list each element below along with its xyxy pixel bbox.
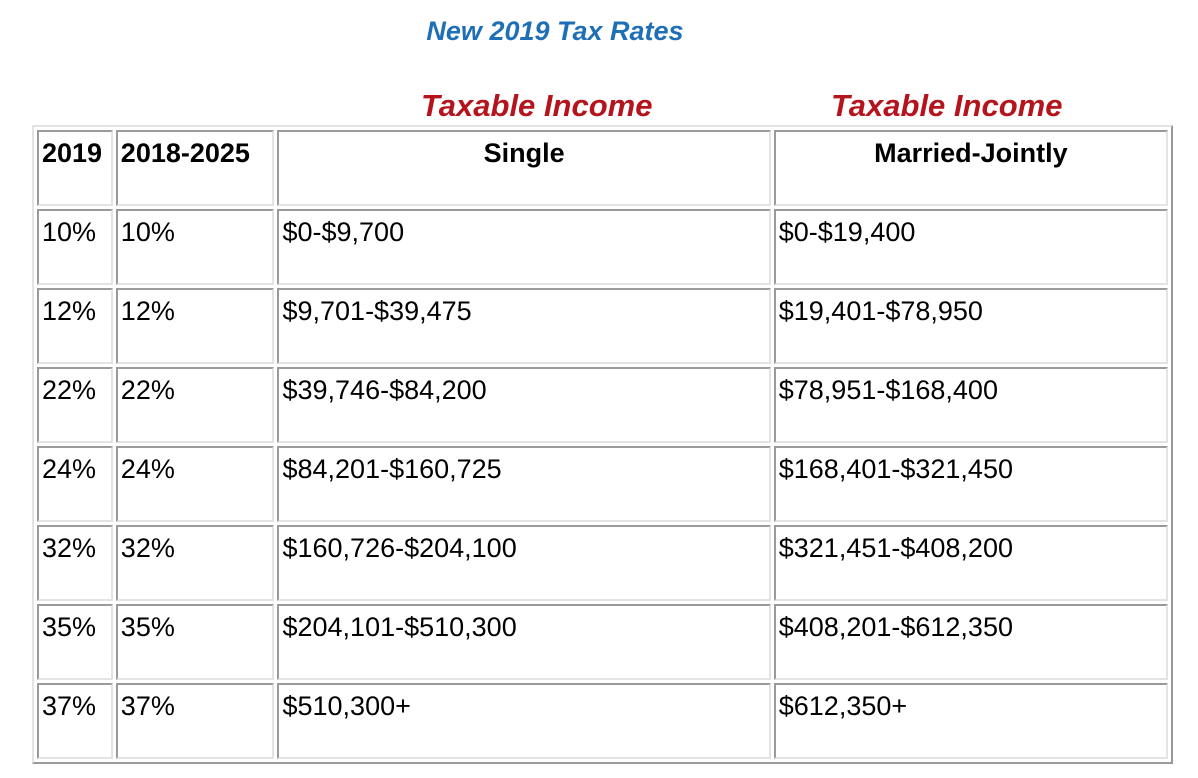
married-income-cell: $612,350+ <box>774 683 1168 759</box>
table-row <box>37 288 1168 364</box>
table-row <box>37 683 1168 759</box>
taxable-income-label-single: Taxable Income <box>421 88 653 123</box>
married-income-cell: $19,401-$78,950 <box>774 288 1168 364</box>
rate-2018-2025-cell: 35% <box>116 604 275 680</box>
rate-2018-2025-cell: 32% <box>116 525 275 601</box>
rate-2019-cell: 22% <box>37 367 113 443</box>
rate-2019-cell: 37% <box>37 683 113 759</box>
rate-2018-2025-cell: 22% <box>116 367 275 443</box>
rate-2019-cell: 10% <box>37 209 113 285</box>
table-header-row <box>37 130 1168 206</box>
single-income-cell: $84,201-$160,725 <box>277 446 770 522</box>
table-row <box>37 446 1168 522</box>
header-single: Single <box>277 130 770 206</box>
table-row <box>37 209 1168 285</box>
page-title: New 2019 Tax Rates <box>426 16 684 46</box>
rate-2018-2025-cell: 10% <box>116 209 275 285</box>
table-row <box>37 525 1168 601</box>
table-row <box>37 367 1168 443</box>
single-income-cell: $510,300+ <box>277 683 770 759</box>
rate-2019-cell: 35% <box>37 604 113 680</box>
married-income-cell: $0-$19,400 <box>774 209 1168 285</box>
single-income-cell: $0-$9,700 <box>277 209 770 285</box>
rate-2019-cell: 32% <box>37 525 113 601</box>
married-income-cell: $321,451-$408,200 <box>774 525 1168 601</box>
rate-2018-2025-cell: 24% <box>116 446 275 522</box>
table-row <box>37 604 1168 680</box>
rate-2019-cell: 24% <box>37 446 113 522</box>
rate-2018-2025-cell: 12% <box>116 288 275 364</box>
header-2018-2025: 2018-2025 <box>116 130 275 206</box>
married-income-cell: $168,401-$321,450 <box>774 446 1168 522</box>
rate-2019-cell: 12% <box>37 288 113 364</box>
married-income-cell: $78,951-$168,400 <box>774 367 1168 443</box>
single-income-cell: $9,701-$39,475 <box>277 288 770 364</box>
tax-rates-table <box>32 125 1173 764</box>
single-income-cell: $160,726-$204,100 <box>277 525 770 601</box>
single-income-cell: $204,101-$510,300 <box>277 604 770 680</box>
single-income-cell: $39,746-$84,200 <box>277 367 770 443</box>
header-2019: 2019 <box>37 130 113 206</box>
taxable-income-label-married: Taxable Income <box>831 88 1063 123</box>
married-income-cell: $408,201-$612,350 <box>774 604 1168 680</box>
header-married-jointly: Married-Jointly <box>774 130 1168 206</box>
rate-2018-2025-cell: 37% <box>116 683 275 759</box>
